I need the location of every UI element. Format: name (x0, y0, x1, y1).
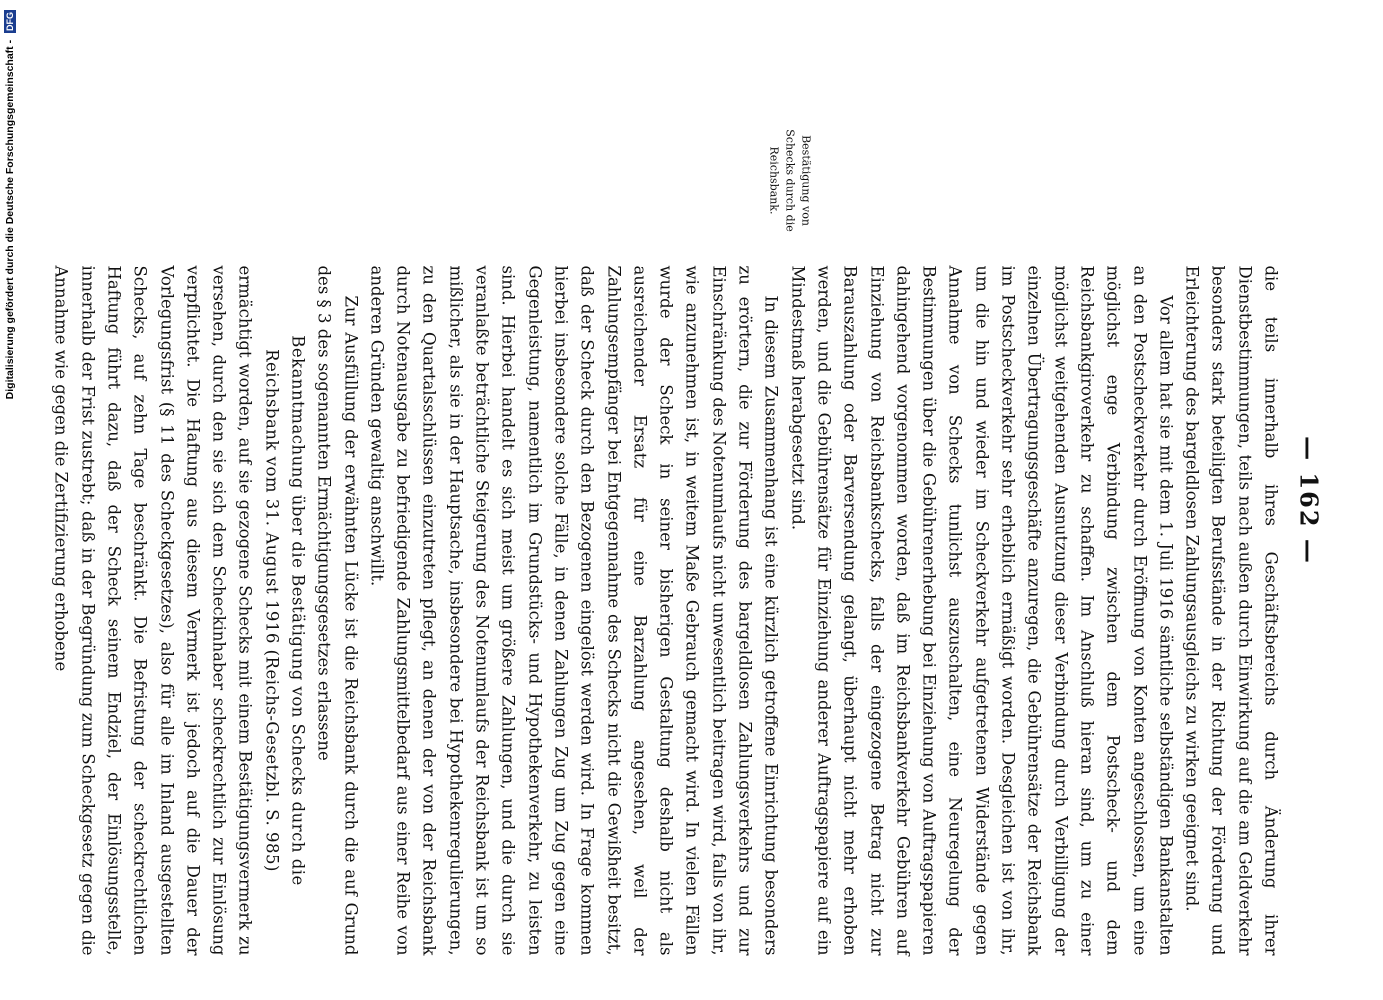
page-number: — 162 — (1294, 435, 1323, 565)
footer-credit (3, 10, 17, 990)
paragraph-2: Vor allem hat sie mit dem 1. Juli 1916 sämtliche selbständigen Bankanstalten an den Postscheckverkehr durch Eröffnung von Konten angeschlossen, um eine möglichst enge Verbindung zwischen dem Postscheck- und dem Reichsbankgiroverkehr zu schaffen. Im Anschluß hieran sind, um zu einer möglichst weitgehenden Ausnutzung dieser Verbindung durch Verbilligung der einzelnen Übertragungsgeschäfte anzuregen, die Gebührensätze der Reichsbank im Postscheckverkehr sehr erheblich ermäßigt worden. Desgleichen ist von ihr, um die hin und wieder im Scheckverkehr aufgetretenen Widerstände gegen Annahme von Schecks tunlichst auszuschalten, eine Neuregelung der Bestimmungen über die Gebührenerhebung bei Einziehung von Auftragspapieren dahingehend vorgenommen worden, daß im Reichsbankverkehr Gebühren auf Einziehung von Reichsbankschecks, falls der eingezogene Betrag nicht zur Barauszahlung oder Barversendung gelangt, überhaupt nicht mehr erhoben werden, und die Gebührensätze für Einziehung anderer Auftragspapiere auf ein Mindestmaß herabgesetzt sind. (787, 265, 1175, 955)
margin-note: Bestätigung von Schecks durch die Reichsbank. (767, 128, 812, 232)
body-text (47, 265, 1283, 955)
paragraph-4: Zur Ausfüllung der erwähnten Lücke ist die Reichsbank durch die auf Grund des § 3 des sogenannten Ermächtigungsgesetzes erlassene (314, 265, 360, 955)
paragraph-1: die teils innerhalb ihres Geschäftsbereichs durch Änderung ihrer Dienstbestimmungen, teils nach außen durch Einwirkung auf die am Geldverkehr besonders stark beteiligten Berufsstände in der Richtung der Förderung und Erleichterung des bargeldlosen Zahlungsausgleichs zu wirken geeignet sind. (1182, 265, 1280, 955)
footer-credit-text: Digitalisierung gefördert durch die Deutsche Forschungsgemeinschaft - (4, 39, 16, 400)
digitization-footer (0, 0, 14, 1000)
decree-heading-line-1: Bekanntmachung über die Bestätigung von Schecks durch die (288, 334, 308, 886)
dfg-logo-icon: DFG (5, 12, 16, 31)
paragraph-5: ermächtigt worden, auf sie gezogene Schecks mit einem Bestätigungsvermerk zu versehen, durch den sie sich dem Scheckinhaber scheckrechtlich zur Einlösung verpflichtet. Die Haftung aus diesem Vermerk ist jedoch auf die Dauer der Vorlegungsfrist (§ 11 des Scheckgesetzes), also für alle im Inland ausgestellten Schecks, auf zehn Tage beschränkt. Die Befristung der scheckrechtlichen Haftung führt dazu, daß der Scheck seinem Endziel, der Einlösungsstelle, innerhalb der Frist zustrebt; daß in der Begründung zum Scheckgesetz gegen die Annahme wie gegen die Zertifizierung erhobene (51, 265, 255, 955)
decree-heading-line-2: Reichsbank vom 31. August 1916 (Reichs-Gesetzbl. S. 985) (261, 348, 281, 872)
paragraph-3: In diesem Zusammenhang ist eine kürzlich getroffene Einrichtung besonders zu erörtern, die zur Förderung des bargeldlosen Zahlungsverkehrs und zur Einschränkung des Notenumlaufs nicht unwesentlich beitragen wird, falls von ihr, wie anzunehmen ist, in weitem Maße Gebrauch gemacht wird. In vielen Fällen wurde der Scheck in seiner bisherigen Gestaltung deshalb nicht als ausreichender Ersatz für eine Barzahlung angesehen, weil der Zahlungsempfänger bei Entgegennahme des Schecks nicht die Gewißheit besitzt, daß der Scheck durch den Bezogenen eingelöst werden wird. In Frage kommen hierbei insbesondere solche Fälle, in denen Zahlungen Zug um Zug gegen eine Gegenleistung, namentlich im Grundstücks- und Hypothekenverkehr, zu leisten sind. Hierbei handelt es sich meist um größere Zahlungen, und die durch sie veranlaßte beträchtliche Steigerung des Notenumlaufs der Reichsbank ist um so mißlicher, als sie in der Hauptsache, insbesondere bei Hypothekenregulierungen, zu den Quartalsschlüssen einzutreten pflegt, an denen der von der Reichsbank durch Notenausgabe zu befriedigende Zahlungsmittelbedarf aus einer Reihe von anderen Gründen gewaltig anschwillt. (366, 265, 781, 955)
